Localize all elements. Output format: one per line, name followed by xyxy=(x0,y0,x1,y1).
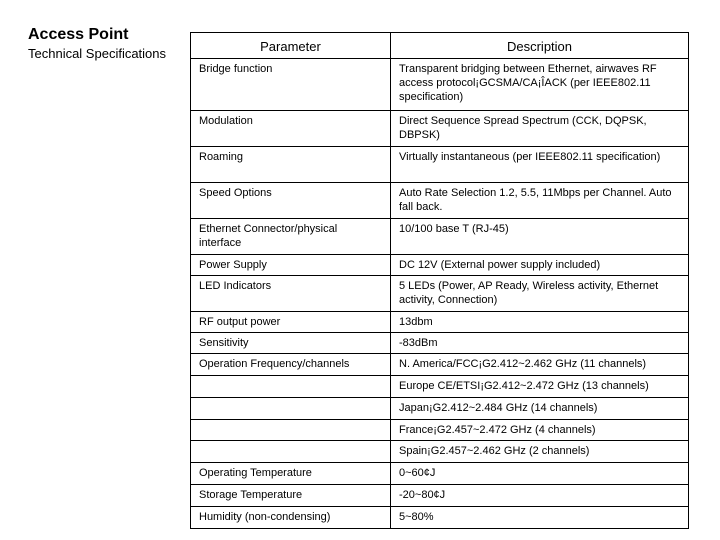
table-row xyxy=(191,398,689,420)
column-header-description: Description xyxy=(391,33,689,59)
parameter-cell: Sensitivity xyxy=(191,333,391,354)
parameter-cell xyxy=(191,441,391,463)
parameter-cell: Power Supply xyxy=(191,255,391,276)
description-cell: 0~60¢J xyxy=(391,463,689,485)
description-cell: 5 LEDs (Power, AP Ready, Wireless activity, Ethernet activity, Connection) xyxy=(391,276,689,312)
description-cell: Direct Sequence Spread Spectrum (CCK, DQPSK, DBPSK) xyxy=(391,111,689,147)
table-row xyxy=(191,219,689,255)
parameter-cell: Operating Temperature xyxy=(191,463,391,485)
table-row xyxy=(191,111,689,147)
description-cell: Japan¡G2.412~2.484 GHz (14 channels) xyxy=(391,398,689,420)
description-cell: France¡G2.457~2.472 GHz (4 channels) xyxy=(391,420,689,441)
column-header-parameter: Parameter xyxy=(191,33,391,59)
parameter-cell xyxy=(191,376,391,398)
spec-table-body xyxy=(191,59,689,529)
table-row xyxy=(191,255,689,276)
table-row xyxy=(191,59,689,111)
parameter-cell: Operation Frequency/channels xyxy=(191,354,391,376)
table-row xyxy=(191,463,689,485)
parameter-cell: RF output power xyxy=(191,312,391,333)
parameter-cell: Storage Temperature xyxy=(191,485,391,507)
table-row xyxy=(191,312,689,333)
parameter-cell: Modulation xyxy=(191,111,391,147)
parameter-cell: Roaming xyxy=(191,147,391,183)
table-row xyxy=(191,376,689,398)
table-row xyxy=(191,183,689,219)
parameter-cell: Speed Options xyxy=(191,183,391,219)
parameter-cell: Humidity (non-condensing) xyxy=(191,507,391,529)
description-cell: -20~80¢J xyxy=(391,485,689,507)
table-row xyxy=(191,354,689,376)
parameter-cell: LED Indicators xyxy=(191,276,391,312)
table-row xyxy=(191,507,689,529)
page-subtitle: Technical Specifications xyxy=(28,46,167,61)
description-cell: 10/100 base T (RJ-45) xyxy=(391,219,689,255)
description-cell: -83dBm xyxy=(391,333,689,354)
description-cell: DC 12V (External power supply included) xyxy=(391,255,689,276)
spec-table xyxy=(190,32,689,529)
parameter-cell xyxy=(191,398,391,420)
parameter-cell: Ethernet Connector/physical interface xyxy=(191,219,391,255)
parameter-cell: Bridge function xyxy=(191,59,391,111)
table-row xyxy=(191,485,689,507)
description-cell: 13dbm xyxy=(391,312,689,333)
description-cell: N. America/FCC¡G2.412~2.462 GHz (11 channels) xyxy=(391,354,689,376)
table-row xyxy=(191,276,689,312)
description-cell: Europe CE/ETSI¡G2.412~2.472 GHz (13 channels) xyxy=(391,376,689,398)
table-header-row xyxy=(191,33,689,59)
table-row xyxy=(191,441,689,463)
description-cell: Transparent bridging between Ethernet, airwaves RF access protocol¡GCSMA/CA¡ÎACK (per IEEE802.11 specification) xyxy=(391,59,689,111)
description-cell: Spain¡G2.457~2.462 GHz (2 channels) xyxy=(391,441,689,463)
description-cell: Virtually instantaneous (per IEEE802.11 specification) xyxy=(391,147,689,183)
table-row xyxy=(191,147,689,183)
page-title: Access Point xyxy=(28,26,129,43)
table-row xyxy=(191,420,689,441)
description-cell: 5~80% xyxy=(391,507,689,529)
description-cell: Auto Rate Selection 1.2, 5.5, 11Mbps per Channel. Auto fall back. xyxy=(391,183,689,219)
table-row xyxy=(191,333,689,354)
parameter-cell xyxy=(191,420,391,441)
